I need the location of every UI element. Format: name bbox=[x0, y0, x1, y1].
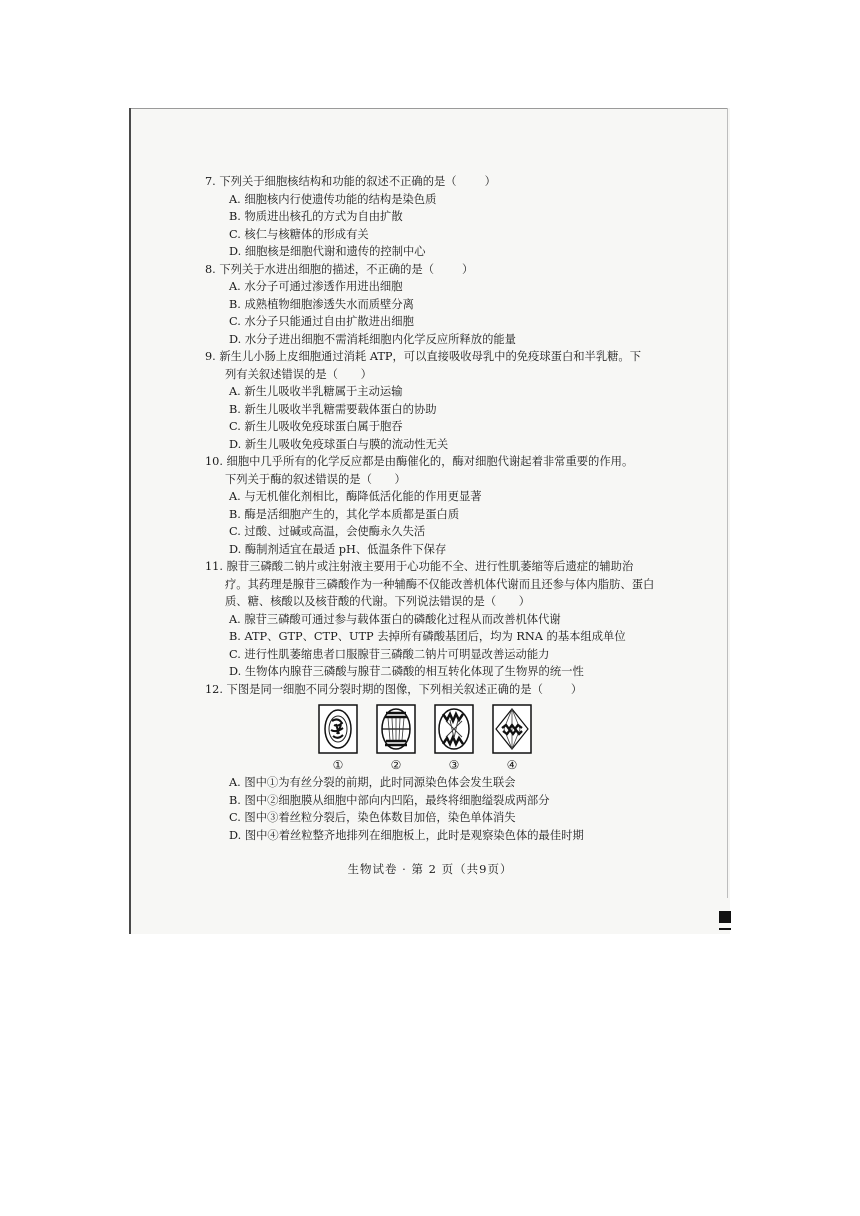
telophase-cell-image bbox=[376, 704, 416, 754]
question-stem-continued: 疗。其药理是腺苷三磷酸作为一种辅酶不仅能改善机体代谢而且还参与体内脂肪、蛋白质、糖、核酸以及核苷酸的代谢。下列说法错误的是（ ） bbox=[225, 577, 655, 608]
figure-label: ② bbox=[390, 758, 402, 772]
option-d: D. 新生儿吸收免疫球蛋白与膜的流动性无关 bbox=[229, 437, 449, 451]
figure-label: ④ bbox=[506, 758, 518, 772]
registration-line bbox=[719, 928, 731, 930]
cell-figure-3 bbox=[434, 704, 474, 772]
option-c: C. 图中③着丝粒分裂后，染色体数目加倍，染色单体消失 bbox=[229, 811, 516, 824]
prophase-cell-image bbox=[318, 704, 358, 754]
option-a: A. 细胞核内行使遗传功能的结构是染色质 bbox=[229, 192, 437, 206]
option-b: B. 图中②细胞膜从细胞中部向内凹陷，最终将细胞缢裂成两部分 bbox=[229, 793, 550, 807]
option-c: C. 水分子只能通过自由扩散进出细胞 bbox=[229, 315, 414, 328]
figure-label: ① bbox=[332, 758, 344, 772]
question-stem-continued: 列有关叙述错误的是（ ） bbox=[225, 367, 372, 381]
option-a: A. 水分子可通过渗透作用进出细胞 bbox=[229, 280, 403, 293]
cell-division-figures bbox=[205, 704, 665, 772]
option-a: A. 新生儿吸收半乳糖属于主动运输 bbox=[229, 385, 403, 398]
option-d: D. 酶制剂适宜在最适 pH、低温条件下保存 bbox=[229, 542, 447, 556]
option-c: C. 进行性肌萎缩患者口服腺苷三磷酸二钠片可明显改善运动能力 bbox=[229, 647, 550, 661]
option-b: B. 酶是活细胞产生的，其化学本质都是蛋白质 bbox=[229, 507, 460, 521]
anaphase-cell-image bbox=[434, 704, 474, 754]
option-d: D. 生物体内腺苷三磷酸与腺苷二磷酸的相互转化体现了生物界的统一性 bbox=[229, 665, 584, 678]
option-c: C. 新生儿吸收免疫球蛋白属于胞吞 bbox=[229, 420, 403, 433]
question-stem: 10. 细胞中几乎所有的化学反应都是由酶催化的，酶对细胞代谢起着非常重要的作用。 bbox=[205, 455, 634, 468]
option-b: B. ATP、GTP、CTP、UTP 去掉所有磷酸基团后，均为 RNA 的基本组成单位 bbox=[229, 630, 626, 643]
question-10 bbox=[205, 453, 665, 558]
option-b: B. 新生儿吸收半乳糖需要载体蛋白的协助 bbox=[229, 402, 437, 416]
question-7 bbox=[205, 173, 665, 261]
question-stem: 7. 下列关于细胞核结构和功能的叙述不正确的是（ ） bbox=[205, 175, 496, 188]
option-a: A. 腺苷三磷酸可通过参与载体蛋白的磷酸化过程从而改善机体代谢 bbox=[229, 612, 561, 626]
option-d: D. 细胞核是细胞代谢和遗传的控制中心 bbox=[229, 245, 426, 258]
question-stem: 9. 新生儿小肠上皮细胞通过消耗 ATP，可以直接吸收母乳中的免疫球蛋白和半乳糖。下 bbox=[205, 350, 642, 363]
question-stem: 8. 下列关于水进出细胞的描述，不正确的是（ ） bbox=[205, 262, 474, 276]
figure-label: ③ bbox=[448, 758, 460, 772]
paper-right-edge bbox=[727, 108, 728, 898]
cell-figure-4 bbox=[492, 704, 532, 772]
question-list bbox=[205, 173, 665, 844]
option-d: D. 水分子进出细胞不需消耗细胞内化学反应所释放的能量 bbox=[229, 332, 516, 346]
question-8 bbox=[205, 261, 665, 349]
paper-left-edge bbox=[129, 108, 131, 934]
option-b: B. 物质进出核孔的方式为自由扩散 bbox=[229, 210, 403, 223]
registration-mark bbox=[719, 911, 731, 923]
question-9 bbox=[205, 348, 665, 453]
cell-figure-2 bbox=[376, 704, 416, 772]
cell-figure-1 bbox=[318, 704, 358, 772]
metaphase-cell-image bbox=[492, 704, 532, 754]
question-stem: 12. 下图是同一细胞不同分裂时期的图像，下列相关叙述正确的是（ ） bbox=[205, 682, 583, 696]
question-stem: 11. 腺苷三磷酸二钠片或注射液主要用于心功能不全、进行性肌萎缩等后遗症的辅助治 bbox=[205, 560, 634, 573]
option-a: A. 图中①为有丝分裂的前期，此时同源染色体会发生联会 bbox=[229, 776, 516, 789]
option-c: C. 核仁与核糖体的形成有关 bbox=[229, 227, 369, 241]
option-a: A. 与无机催化剂相比，酶降低活化能的作用更显著 bbox=[229, 490, 482, 503]
option-c: C. 过酸、过碱或高温，会使酶永久失活 bbox=[229, 525, 426, 538]
question-stem-continued: 下列关于酶的叙述错误的是（ ） bbox=[225, 472, 406, 486]
page-footer: 生物试卷 · 第 2 页（共9页） bbox=[347, 862, 513, 876]
option-d: D. 图中④着丝粒整齐地排列在细胞板上，此时是观察染色体的最佳时期 bbox=[229, 828, 584, 842]
paper-top-edge bbox=[130, 108, 728, 109]
question-12 bbox=[205, 681, 665, 845]
option-b: B. 成熟植物细胞渗透失水而质壁分离 bbox=[229, 297, 414, 311]
question-11 bbox=[205, 558, 665, 681]
